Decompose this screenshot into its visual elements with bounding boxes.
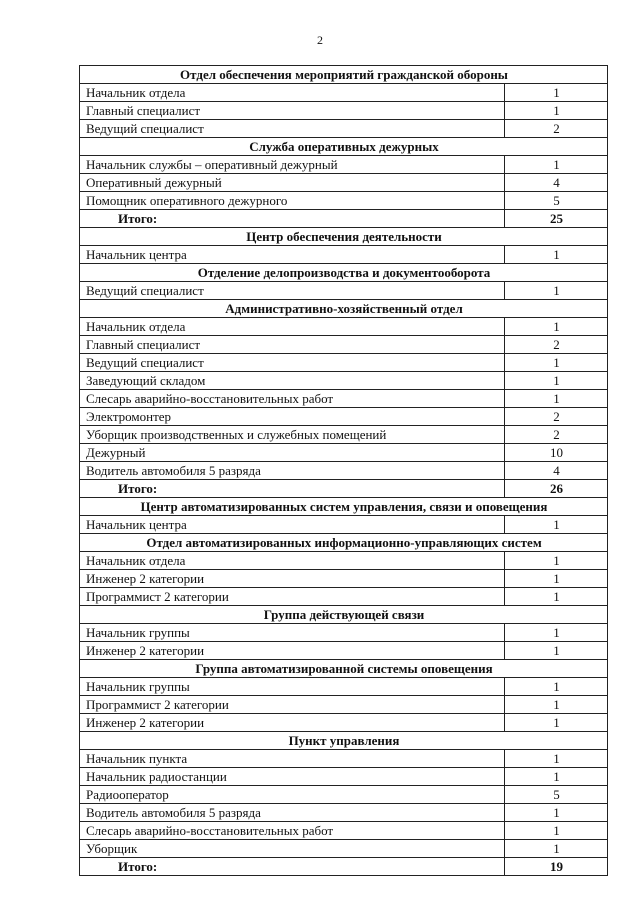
position-count: 1 [505,282,608,300]
staffing-table-body [80,66,608,876]
table-row [80,246,608,264]
position-name: Заведующий складом [80,372,505,390]
page-number: 2 [317,33,323,47]
section-title: Отдел обеспечения мероприятий гражданской обороны [80,66,608,84]
section-title: Центр автоматизированных систем управления, связи и оповещения [80,498,608,516]
position-name: Начальник пункта [80,750,505,768]
position-count: 1 [505,570,608,588]
position-name: Слесарь аварийно-восстановительных работ [80,390,505,408]
total-row [80,480,608,498]
table-row [80,156,608,174]
position-count: 1 [505,624,608,642]
position-name: Программист 2 категории [80,588,505,606]
position-name: Главный специалист [80,102,505,120]
position-name: Программист 2 категории [80,696,505,714]
total-label: Итого: [80,858,505,876]
total-row [80,858,608,876]
position-count: 1 [505,318,608,336]
position-name: Инженер 2 категории [80,570,505,588]
position-count: 10 [505,444,608,462]
position-name: Начальник отдела [80,552,505,570]
total-label: Итого: [80,480,505,498]
position-count: 1 [505,714,608,732]
table-row [80,768,608,786]
section-header-row [80,732,608,750]
position-name: Инженер 2 категории [80,642,505,660]
section-title: Административно-хозяйственный отдел [80,300,608,318]
total-count: 25 [505,210,608,228]
table-row [80,390,608,408]
table-row [80,516,608,534]
position-count: 1 [505,822,608,840]
table-row [80,444,608,462]
table-row [80,120,608,138]
position-name: Начальник отдела [80,318,505,336]
position-name: Начальник службы – оперативный дежурный [80,156,505,174]
table-row [80,786,608,804]
position-count: 1 [505,588,608,606]
table-row [80,552,608,570]
table-row [80,714,608,732]
position-name: Водитель автомобиля 5 разряда [80,462,505,480]
position-name: Уборщик [80,840,505,858]
total-row [80,210,608,228]
position-count: 2 [505,408,608,426]
total-label: Итого: [80,210,505,228]
position-count: 1 [505,354,608,372]
position-count: 1 [505,642,608,660]
section-title: Отделение делопроизводства и документооборота [80,264,608,282]
position-count: 1 [505,552,608,570]
position-count: 1 [505,516,608,534]
table-row [80,750,608,768]
position-name: Слесарь аварийно-восстановительных работ [80,822,505,840]
table-row [80,102,608,120]
position-count: 1 [505,156,608,174]
table-row [80,192,608,210]
position-name: Уборщик производственных и служебных помещений [80,426,505,444]
table-row [80,570,608,588]
position-count: 1 [505,804,608,822]
position-count: 4 [505,174,608,192]
table-row [80,174,608,192]
position-name: Радиооператор [80,786,505,804]
position-name: Начальник центра [80,246,505,264]
position-name: Начальник центра [80,516,505,534]
position-count: 2 [505,336,608,354]
position-count: 2 [505,120,608,138]
position-count: 2 [505,426,608,444]
table-row [80,318,608,336]
position-name: Дежурный [80,444,505,462]
position-count: 1 [505,246,608,264]
table-row [80,624,608,642]
table-row [80,822,608,840]
position-count: 1 [505,390,608,408]
position-count: 1 [505,372,608,390]
position-name: Ведущий специалист [80,282,505,300]
position-name: Начальник радиостанции [80,768,505,786]
table-row [80,696,608,714]
section-title: Группа действующей связи [80,606,608,624]
total-count: 26 [505,480,608,498]
section-header-row [80,606,608,624]
section-header-row [80,228,608,246]
section-title: Служба оперативных дежурных [80,138,608,156]
position-count: 1 [505,696,608,714]
section-header-row [80,66,608,84]
section-header-row [80,534,608,552]
section-title: Группа автоматизированной системы оповещения [80,660,608,678]
position-count: 5 [505,192,608,210]
position-name: Оперативный дежурный [80,174,505,192]
table-row [80,804,608,822]
section-title: Пункт управления [80,732,608,750]
table-row [80,678,608,696]
position-name: Инженер 2 категории [80,714,505,732]
table-row [80,372,608,390]
position-count: 1 [505,768,608,786]
position-count: 5 [505,786,608,804]
position-count: 4 [505,462,608,480]
section-header-row [80,498,608,516]
position-count: 1 [505,678,608,696]
position-count: 1 [505,750,608,768]
section-title: Центр обеспечения деятельности [80,228,608,246]
section-title: Отдел автоматизированных информационно-управляющих систем [80,534,608,552]
position-name: Водитель автомобиля 5 разряда [80,804,505,822]
table-row [80,462,608,480]
staffing-table [79,65,608,876]
table-row [80,426,608,444]
section-header-row [80,300,608,318]
section-header-row [80,660,608,678]
position-name: Начальник группы [80,624,505,642]
table-row [80,408,608,426]
position-name: Начальник отдела [80,84,505,102]
position-count: 1 [505,840,608,858]
table-row [80,588,608,606]
position-name: Электромонтер [80,408,505,426]
table-row [80,336,608,354]
position-name: Ведущий специалист [80,120,505,138]
position-name: Начальник группы [80,678,505,696]
section-header-row [80,138,608,156]
total-count: 19 [505,858,608,876]
table-row [80,354,608,372]
table-row [80,282,608,300]
position-count: 1 [505,102,608,120]
position-name: Главный специалист [80,336,505,354]
table-row [80,84,608,102]
position-name: Помощник оперативного дежурного [80,192,505,210]
position-name: Ведущий специалист [80,354,505,372]
section-header-row [80,264,608,282]
table-row [80,642,608,660]
table-row [80,840,608,858]
position-count: 1 [505,84,608,102]
